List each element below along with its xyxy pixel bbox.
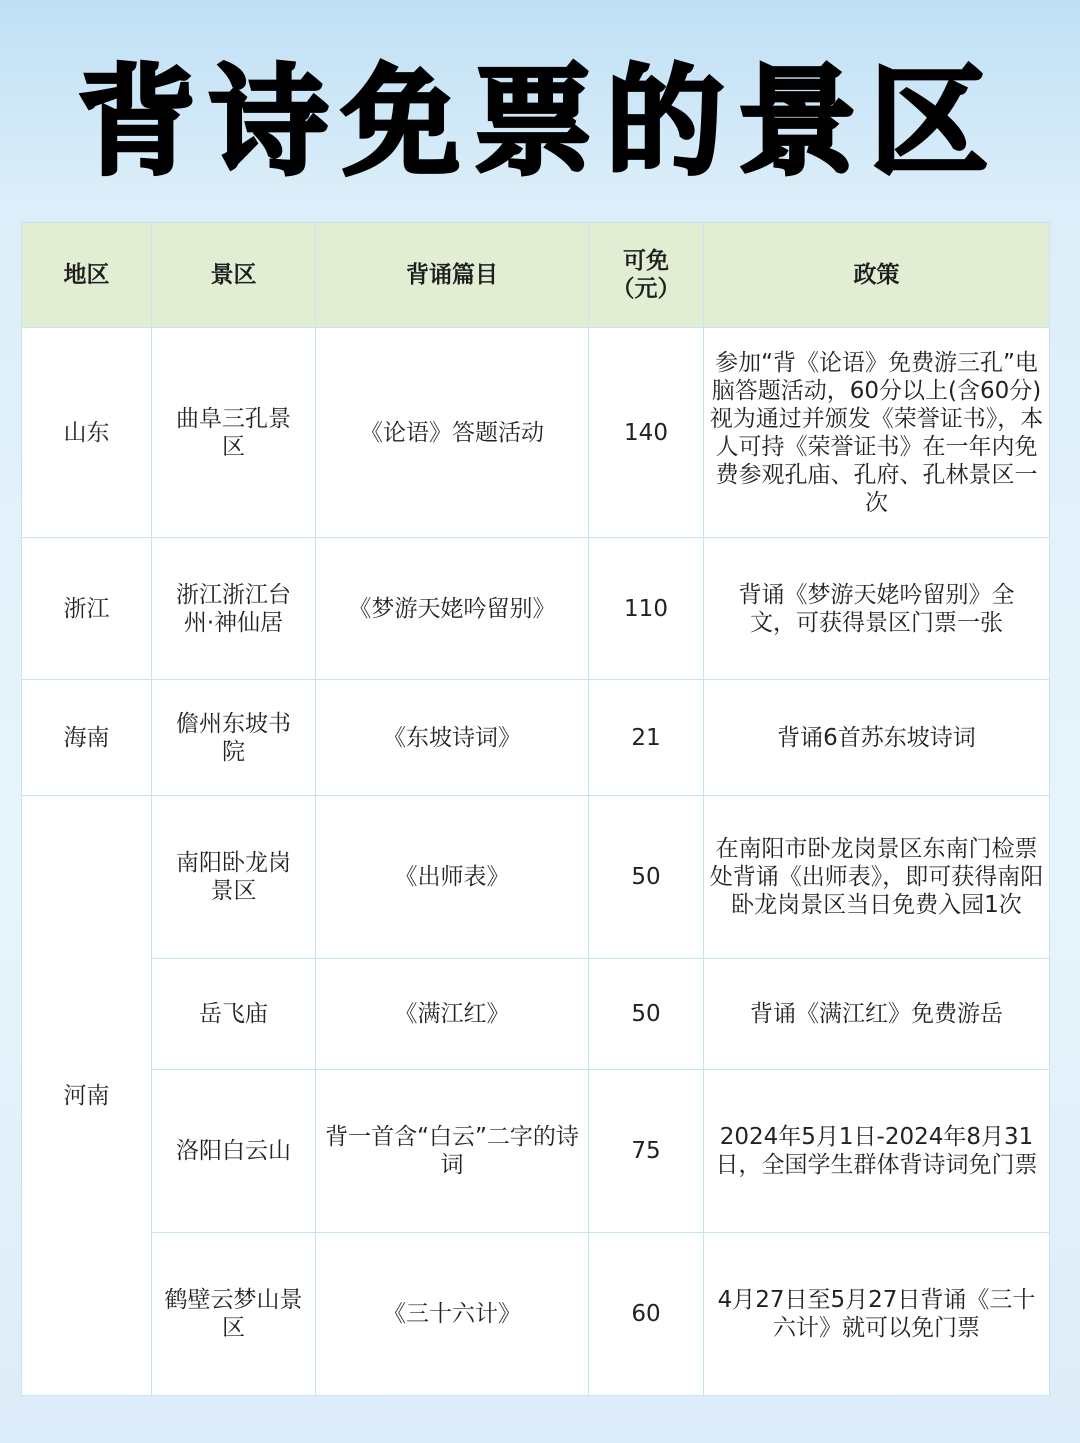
cell-site: 鹤壁云梦山景区 xyxy=(152,1233,316,1396)
cell-policy: 4月27日至5月27日背诵《三十六计》就可以免门票 xyxy=(704,1233,1050,1396)
scenic-spots-table xyxy=(21,222,1050,1396)
table-row xyxy=(22,328,1050,538)
header-region: 地区 xyxy=(22,223,152,328)
cell-recitation: 《东坡诗词》 xyxy=(316,680,589,796)
cell-policy: 背诵《满江红》免费游岳 xyxy=(704,959,1050,1070)
table-header-row xyxy=(22,223,1050,328)
cell-site: 岳飞庙 xyxy=(152,959,316,1070)
cell-site: 南阳卧龙岗景区 xyxy=(152,796,316,959)
table-row xyxy=(22,680,1050,796)
cell-recitation: 《三十六计》 xyxy=(316,1233,589,1396)
cell-region: 浙江 xyxy=(22,538,152,680)
cell-recitation: 《出师表》 xyxy=(316,796,589,959)
cell-free-amount: 110 xyxy=(589,538,704,680)
cell-region: 海南 xyxy=(22,680,152,796)
cell-recitation: 背一首含“白云”二字的诗词 xyxy=(316,1070,589,1233)
table-row xyxy=(22,538,1050,680)
cell-region: 山东 xyxy=(22,328,152,538)
cell-policy: 背诵《梦游天姥吟留别》全文，可获得景区门票一张 xyxy=(704,538,1050,680)
header-recitation: 背诵篇目 xyxy=(316,223,589,328)
cell-policy: 2024年5月1日-2024年8月31日，全国学生群体背诗词免门票 xyxy=(704,1070,1050,1233)
cell-site: 儋州东坡书院 xyxy=(152,680,316,796)
cell-free-amount: 140 xyxy=(589,328,704,538)
cell-free-amount: 21 xyxy=(589,680,704,796)
cell-policy: 在南阳市卧龙岗景区东南门检票处背诵《出师表》，即可获得南阳卧龙岗景区当日免费入园1次 xyxy=(704,796,1050,959)
cell-site: 浙江浙江台州·神仙居 xyxy=(152,538,316,680)
cell-recitation: 《梦游天姥吟留别》 xyxy=(316,538,589,680)
page-title: 背诗免票的景区 xyxy=(77,53,1002,191)
header-free-amount: 可免 （元） xyxy=(589,223,704,328)
cell-free-amount: 75 xyxy=(589,1070,704,1233)
cell-policy: 参加“背《论语》免费游三孔”电脑答题活动，60分以上(含60分)视为通过并颁发《荣誉证书》，本人可持《荣誉证书》在一年内免费参观孔庙、孔府、孔林景区一次 xyxy=(704,328,1050,538)
cell-free-amount: 50 xyxy=(589,796,704,959)
cell-free-amount: 60 xyxy=(589,1233,704,1396)
cell-recitation: 《满江红》 xyxy=(316,959,589,1070)
header-policy: 政策 xyxy=(704,223,1050,328)
cell-region: 河南 xyxy=(22,796,152,1396)
cell-site: 洛阳白云山 xyxy=(152,1070,316,1233)
cell-policy: 背诵6首苏东坡诗词 xyxy=(704,680,1050,796)
header-site: 景区 xyxy=(152,223,316,328)
table-row xyxy=(22,796,1050,959)
table-row xyxy=(22,1070,1050,1233)
cell-recitation: 《论语》答题活动 xyxy=(316,328,589,538)
cell-free-amount: 50 xyxy=(589,959,704,1070)
cell-site: 曲阜三孔景区 xyxy=(152,328,316,538)
table-row xyxy=(22,1233,1050,1396)
table-row xyxy=(22,959,1050,1070)
